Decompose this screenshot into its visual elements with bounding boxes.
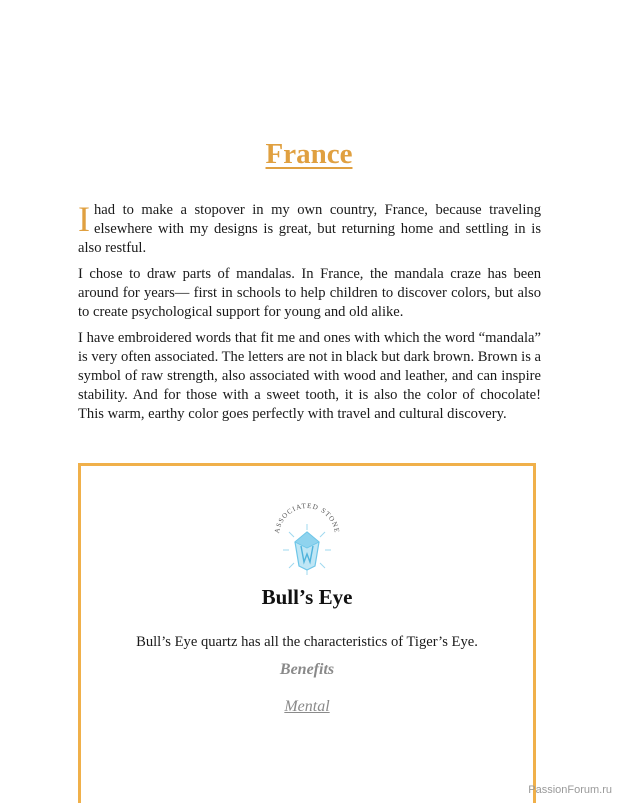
paragraph-3: I have embroidered words that fit me and ones with which the word “mandala” is very often associated. The letters are not in black but dark brown. Brown is a symbol of raw strength, also associated with wood and leather, and can inspire stability. And for those with a sweet tooth, it is also the color of chocolate! This warm, earthy color goes perfectly with travel and cultural discovery. [78,330,541,422]
benefits-heading: Benefits [279,661,335,678]
watermark: PassionForum.ru [528,784,612,796]
article-body [78,201,541,431]
emblem-arc-text: ASSOCIATED STONE [273,501,341,534]
paragraph-1-text: had to make a stopover in my own country, France, because traveling elsewhere with my designs is great, but returning home and settling in is also restful. [78,202,541,256]
drop-cap: I [78,199,90,239]
crystal-icon [267,496,347,576]
associated-stone-box [78,463,536,803]
stone-name: Bull’s Eye [261,585,353,609]
page-title: France [265,138,353,170]
stone-description: Bull’s Eye quartz has all the characteristics of Tiger’s Eye. [136,634,478,650]
paragraph-1 [78,201,541,258]
paragraph-2: I chose to draw parts of mandalas. In France, the mandala craze has been around for years— first in schools to help children to discover colors, but also to create psychological support for young and old alike. [78,266,541,320]
mental-link[interactable]: Mental [284,698,330,715]
associated-stone-emblem [267,496,347,576]
